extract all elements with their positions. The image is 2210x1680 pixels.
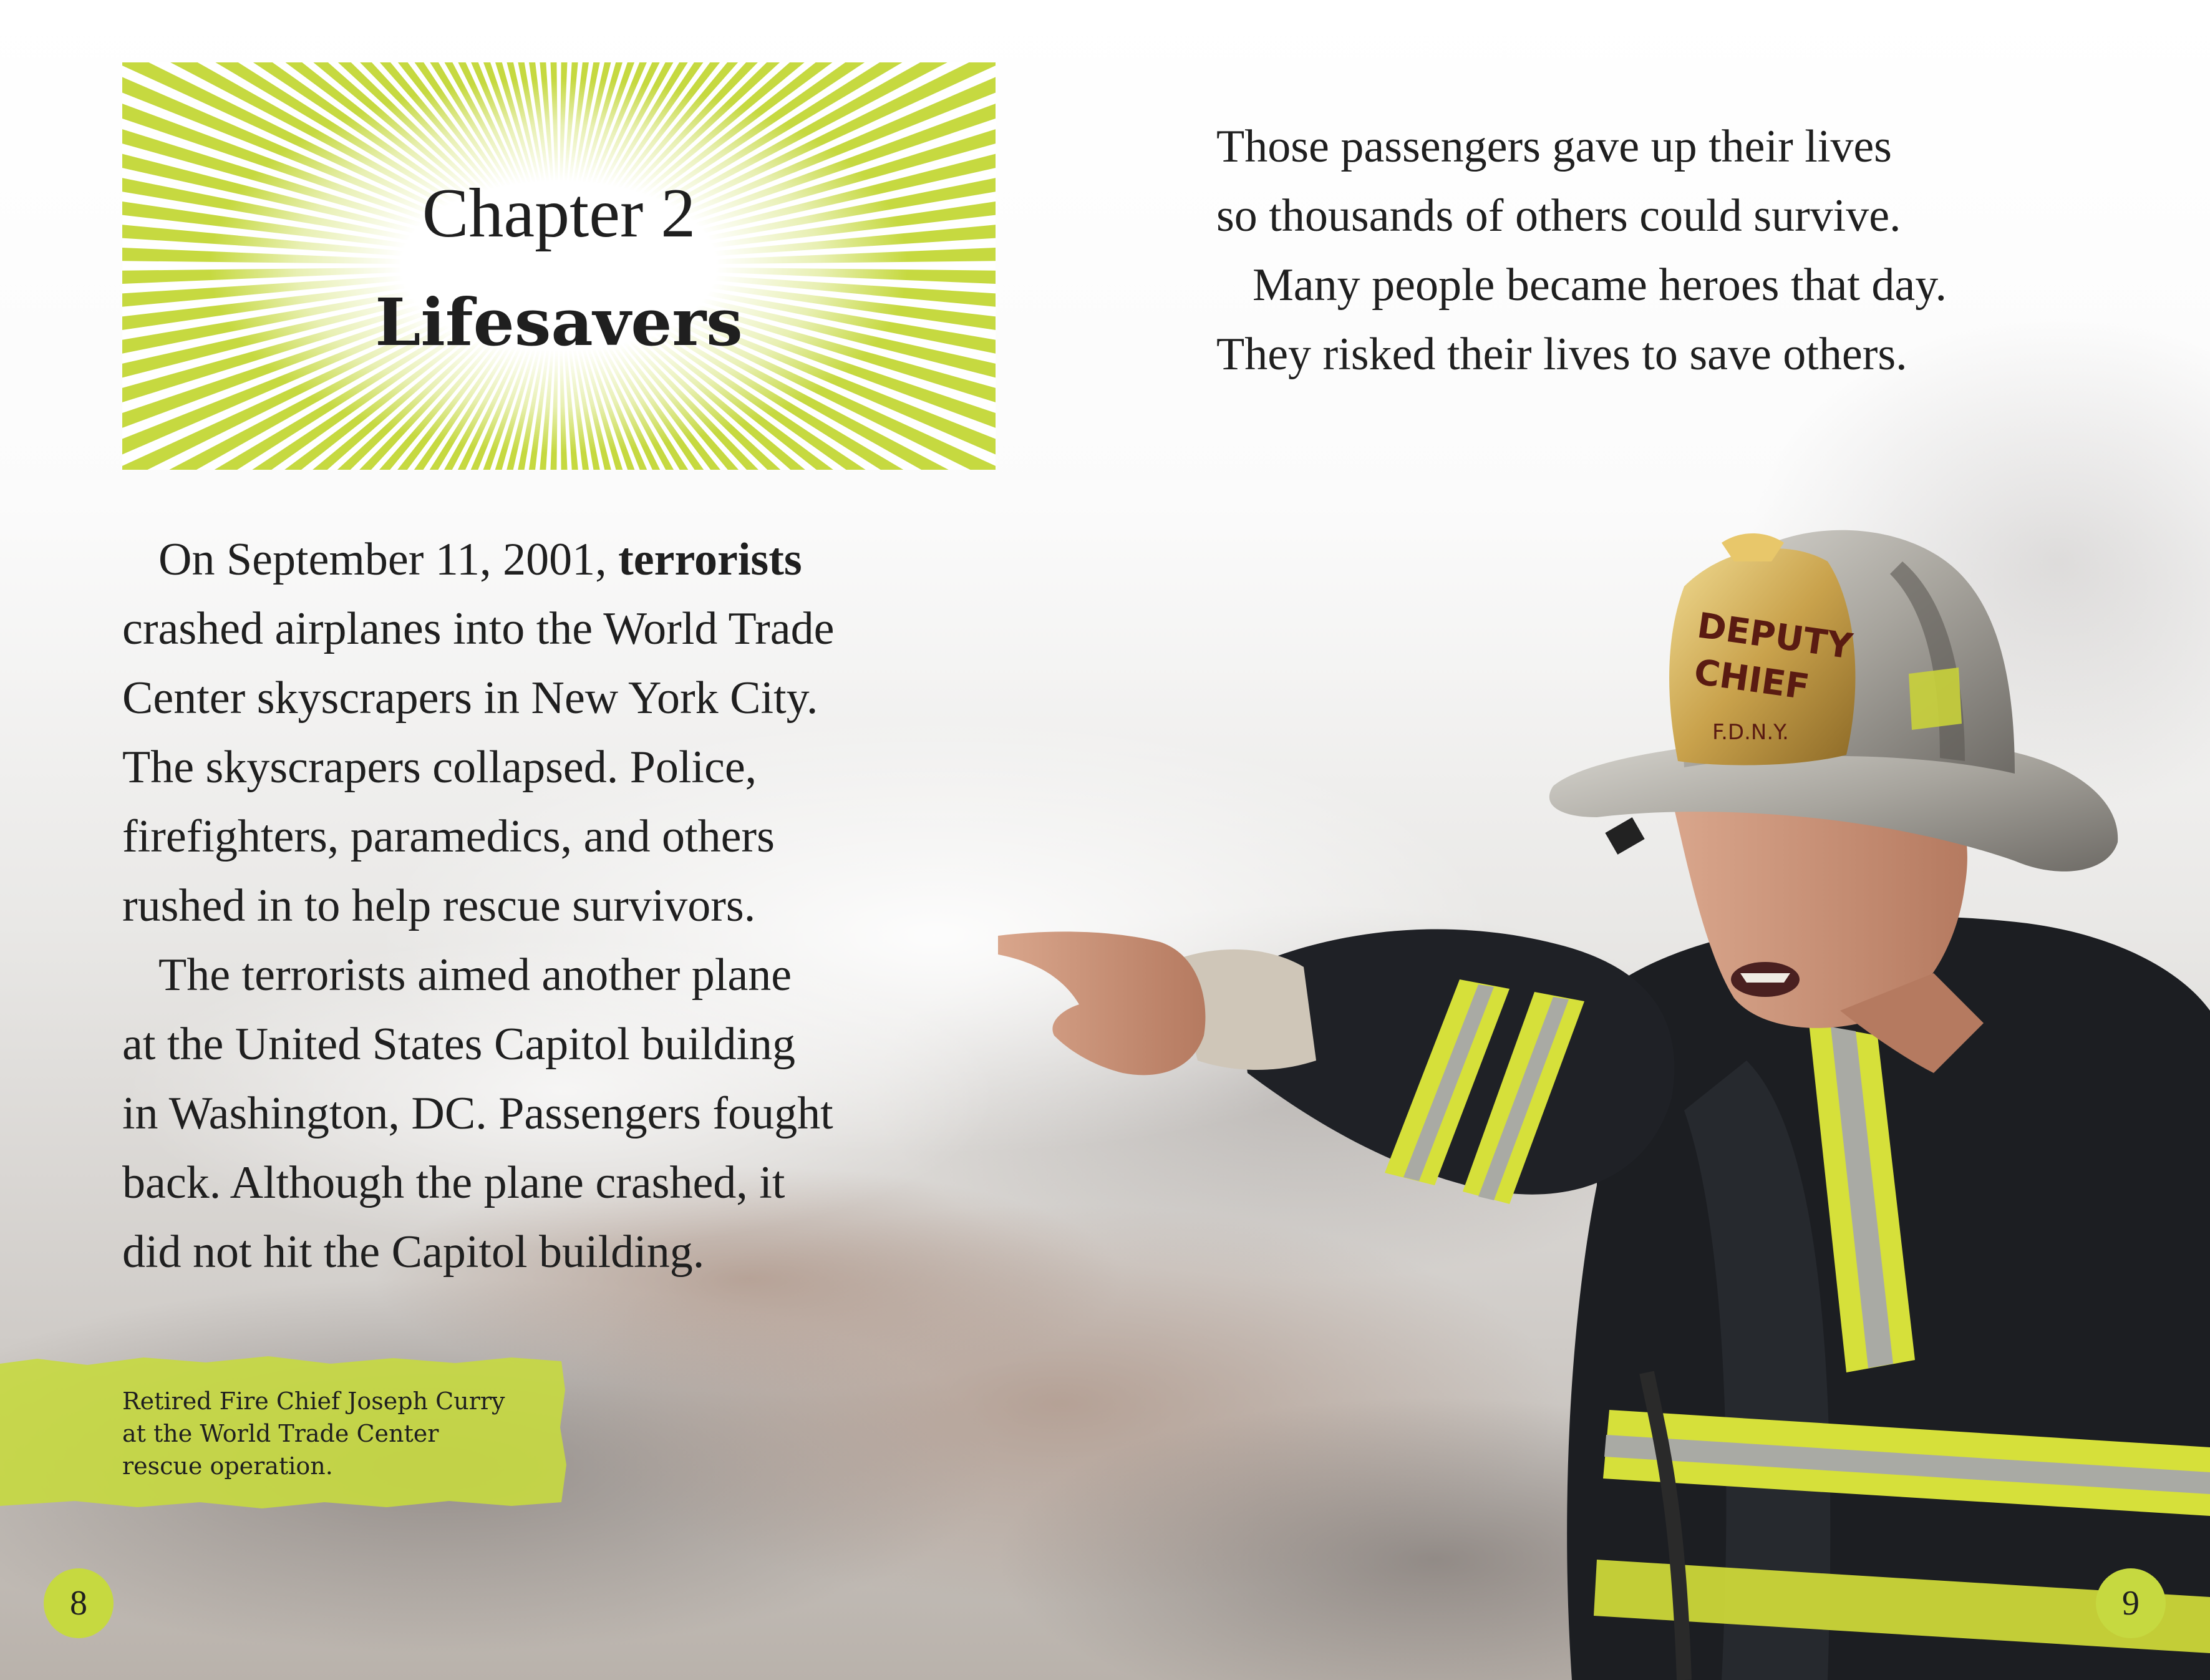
helmet-badge-line1: DEPUTY <box>1694 605 1855 668</box>
text-line: rushed in to help rescue survivors. <box>122 880 756 931</box>
sunburst-pattern <box>122 62 996 470</box>
right-page-body <box>1216 112 1947 389</box>
glossary-term: terrorists <box>618 534 802 585</box>
photo-caption <box>122 1385 505 1482</box>
page-number-right: 9 <box>2096 1568 2166 1638</box>
chapter-title: Lifesavers <box>375 284 743 361</box>
text-line: They risked their lives to save others. <box>1216 329 1907 380</box>
page-number-left: 8 <box>44 1568 114 1638</box>
right-paragraph-2: Many people became heroes that day. <box>1253 260 1947 311</box>
left-paragraph-2: The terrorists aimed another plane <box>158 949 792 1001</box>
text-line: did not hit the Capitol building. <box>122 1226 705 1278</box>
caption-line: Retired Fire Chief Joseph Curry <box>122 1387 505 1415</box>
text-line: crashed airplanes into the World Trade <box>122 603 835 654</box>
text-line: in Washington, DC. Passengers fought <box>122 1088 833 1139</box>
text-line: back. Although the plane crashed, it <box>122 1157 785 1208</box>
text-line: The skyscrapers collapsed. Police, <box>122 742 757 793</box>
helmet-badge-line2: CHIEF <box>1691 651 1812 708</box>
chapter-heading-box <box>122 62 996 470</box>
right-paragraph-1: Those passengers gave up their lives <box>1216 121 1892 172</box>
text-line: firefighters, paramedics, and others <box>122 811 775 862</box>
left-page-body <box>122 525 834 1287</box>
text-line: so thousands of others could survive. <box>1216 190 1901 241</box>
caption-line: at the World Trade Center <box>122 1420 439 1447</box>
chapter-label: Chapter 2 <box>422 175 696 252</box>
paragraph-intro: On September 11, 2001, <box>158 534 619 585</box>
helmet-badge-line3: F.D.N.Y. <box>1712 720 1789 745</box>
text-line: at the United States Capitol building <box>122 1019 796 1070</box>
text-line: Center skyscrapers in New York City. <box>122 672 818 724</box>
left-paragraph-1 <box>122 525 834 595</box>
caption-line: rescue operation. <box>122 1452 333 1480</box>
